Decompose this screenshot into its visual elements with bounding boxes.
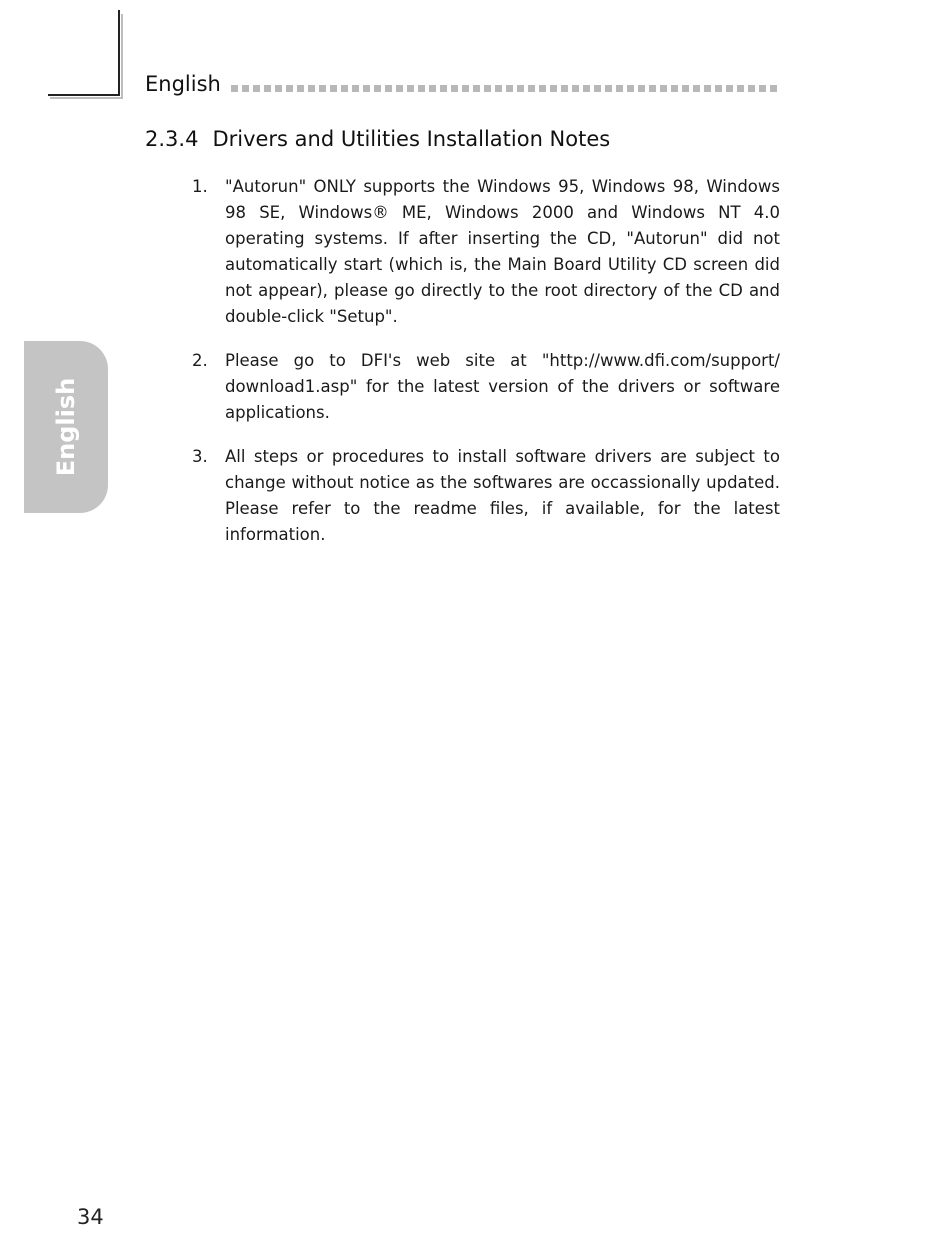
note-text: All steps or procedures to install software drivers are subject to change without notice as the softwares are occassionally updated. Please refer to the readme files, if available, for the latest information. bbox=[225, 447, 780, 544]
crop-mark-horizontal bbox=[48, 94, 120, 96]
note-text: "Autorun" ONLY supports the Windows 95, Windows 98, Windows 98 SE, Windows® ME, Windows 2000 and Windows NT 4.0 operating systems. If after inserting the CD, "Autorun" did not automatically start (which is, the Main Board Utility CD screen did not appear), please go directly to the root directory of the CD and double-click "Setup". bbox=[225, 177, 780, 326]
crop-mark-vertical-shadow bbox=[121, 14, 123, 98]
section-heading bbox=[145, 125, 610, 153]
page-number: 34 bbox=[77, 1205, 104, 1229]
note-item bbox=[192, 444, 780, 548]
side-tab-label: English bbox=[52, 377, 80, 477]
note-marker: 1. bbox=[192, 177, 208, 196]
crop-mark-vertical bbox=[118, 10, 120, 96]
section-title: Drivers and Utilities Installation Notes bbox=[212, 127, 611, 151]
installation-notes-list bbox=[192, 174, 780, 566]
note-marker: 3. bbox=[192, 447, 208, 466]
note-item bbox=[192, 174, 780, 330]
header-dotted-rule bbox=[231, 85, 779, 92]
crop-mark-horizontal-shadow bbox=[50, 97, 123, 99]
note-text: Please go to DFI's web site at "http://www.dfi.com/support/ download1.asp" for the latest version of the drivers or software applications. bbox=[225, 351, 780, 422]
section-number: 2.3.4 bbox=[145, 127, 199, 151]
note-marker: 2. bbox=[192, 351, 208, 370]
header-language-label: English bbox=[145, 72, 221, 96]
note-item bbox=[192, 348, 780, 426]
